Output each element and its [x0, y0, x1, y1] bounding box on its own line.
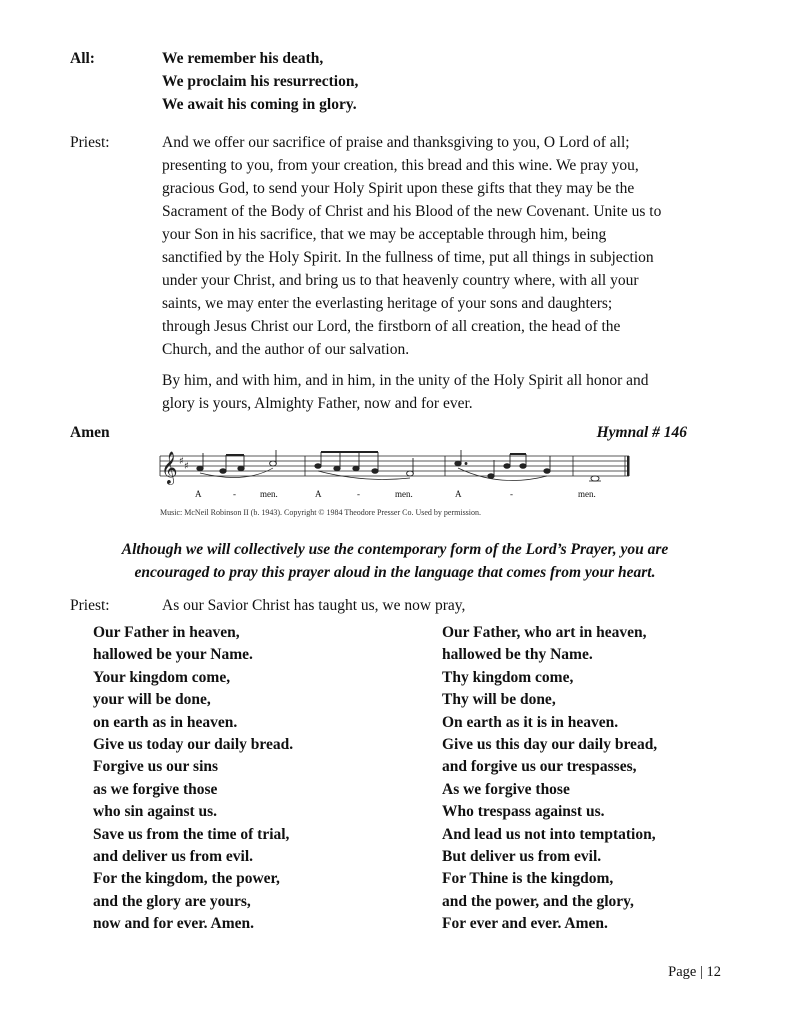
lyric-syllable: A	[195, 489, 202, 499]
prayer-line: For ever and ever. Amen.	[442, 915, 608, 933]
doxology-paragraph	[162, 369, 720, 415]
prayer-line: presenting to you, from your creation, this bread and this wine. We pray you,	[162, 157, 639, 174]
prayer-line: Our Father in heaven,	[93, 624, 240, 641]
prayer-line: and deliver us from evil.	[93, 848, 254, 866]
prayer-line: Who trespass against us.	[442, 803, 605, 821]
prayer-line: By him, and with him, and in him, in the unity of the Holy Spirit all honor and	[162, 372, 649, 389]
response-text	[162, 47, 720, 116]
speaker-label: All:	[70, 50, 95, 67]
prayer-line: and forgive us our trespasses,	[442, 758, 637, 776]
hymn-header	[70, 424, 687, 446]
hymn-title: Amen	[70, 424, 110, 441]
prayer-line: As we forgive those	[442, 780, 570, 798]
instruction-note	[70, 538, 720, 584]
prayer-line: hallowed be thy Name.	[442, 646, 593, 664]
speaker-label: Priest:	[70, 597, 110, 614]
lyric-syllable: men.	[260, 489, 278, 499]
speaker-label: Priest:	[70, 134, 110, 151]
prayer-line: and the glory are yours,	[93, 892, 251, 910]
prayer-line: Thy kingdom come,	[442, 668, 574, 686]
invitation-text: As our Savior Christ has taught us, we now pray,	[162, 597, 466, 614]
people-response	[70, 47, 720, 116]
prayer-line: Our Father, who art in heaven,	[442, 624, 647, 641]
prayer-line: saints, we may enter the everlasting heritage of your sons and daughters;	[162, 295, 613, 312]
priest-invitation	[70, 594, 720, 617]
prayer-line: under your Christ, and bring us to that heavenly country where, with all your	[162, 272, 639, 289]
lords-prayer-traditional	[442, 622, 657, 936]
response-line: We await his coming in glory.	[162, 96, 357, 113]
staff-notation	[155, 450, 635, 510]
sharp-icon: ♯	[184, 461, 189, 472]
prayer-line: On earth as it is in heaven.	[442, 713, 619, 731]
lyric-syllable: -	[233, 489, 236, 499]
prayer-line: Your kingdom come,	[93, 668, 231, 686]
prayer-line: Thy will be done,	[442, 691, 556, 709]
lyric-syllable: men.	[395, 489, 413, 499]
treble-clef-icon: 𝄞	[161, 451, 178, 484]
sharp-icon: ♯	[179, 456, 184, 467]
response-line: We remember his death,	[162, 50, 324, 67]
response-line: We proclaim his resurrection,	[162, 73, 359, 90]
lords-prayer-contemporary	[93, 622, 293, 936]
prayer-line: For the kingdom, the power,	[93, 870, 280, 888]
lyric-syllable: -	[510, 489, 513, 499]
prayer-line: as we forgive those	[93, 780, 218, 798]
prayer-line: gracious God, to send your Holy Spirit upon these gifts that they may be the	[162, 180, 635, 197]
prayer-line: Forgive us our sins	[93, 758, 219, 776]
prayer-paragraph	[162, 131, 720, 361]
priest-prayer	[70, 131, 720, 415]
prayer-line: And lead us not into temptation,	[442, 825, 656, 843]
prayer-line: your Son in his sacrifice, that we may be acceptable through him, being	[162, 226, 607, 243]
prayer-line: Sacrament of the Body of Christ and his Blood of the new Covenant. Unite us to	[162, 203, 662, 220]
instruction-line: Although we will collectively use the contemporary form of the Lord’s Prayer, you are	[121, 541, 669, 558]
prayer-line: And we offer our sacrifice of praise and thanksgiving to you, O Lord of all;	[162, 134, 630, 151]
prayer-line: through Jesus Christ our Lord, the firstborn of all creation, the head of the	[162, 318, 621, 335]
prayer-line: and the power, and the glory,	[442, 892, 634, 910]
prayer-line: hallowed be your Name.	[93, 646, 253, 664]
prayer-line: For Thine is the kingdom,	[442, 870, 614, 888]
music-credit: Music: McNeil Robinson II (b. 1943). Copyright © 1984 Theodore Presser Co. Used by permission.	[160, 508, 482, 517]
lyric-syllable: A	[455, 489, 462, 499]
prayer-line: sanctified by the Holy Spirit. In the fullness of time, put all things in subjection	[162, 249, 654, 266]
lyric-syllable: A	[315, 489, 322, 499]
hymn-number: Hymnal # 146	[596, 424, 687, 441]
prayer-line: Give us today our daily bread.	[93, 736, 294, 754]
prayer-line: glory is yours, Almighty Father, now and for ever.	[162, 395, 473, 412]
prayer-line: Save us from the time of trial,	[93, 825, 290, 843]
prayer-line: Church, and the author of our salvation.	[162, 341, 410, 358]
lyric-syllable: -	[357, 489, 360, 499]
prayer-text	[162, 131, 720, 415]
prayer-line: Give us this day our daily bread,	[442, 736, 658, 754]
prayer-line: now and for ever. Amen.	[93, 915, 255, 933]
prayer-line: your will be done,	[93, 691, 211, 709]
prayer-line: on earth as in heaven.	[93, 713, 238, 731]
prayer-line: But deliver us from evil.	[442, 848, 602, 866]
music-staff	[155, 450, 635, 510]
page-number: Page | 12	[668, 964, 721, 980]
lyric-syllable: men.	[578, 489, 596, 499]
instruction-line: encouraged to pray this prayer aloud in the language that comes from your heart.	[134, 564, 656, 581]
prayer-line: who sin against us.	[93, 803, 218, 821]
